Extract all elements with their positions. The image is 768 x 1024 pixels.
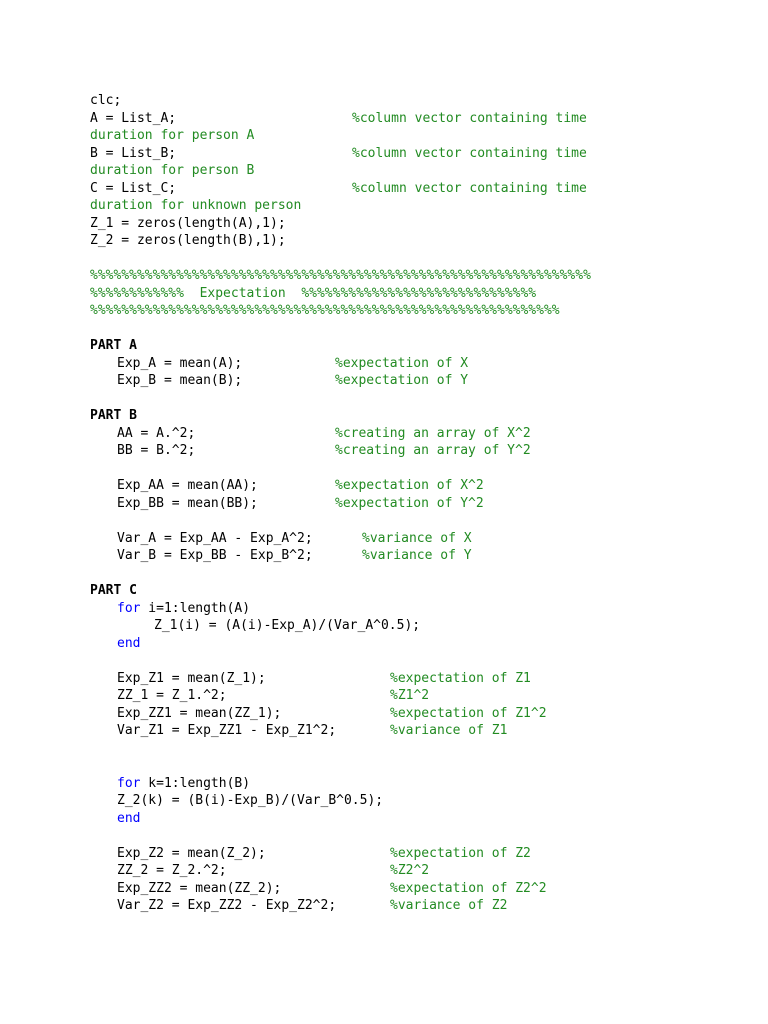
code-text: Z_1(i) = (A(i)-Exp_A)/(Var_A^0.5); bbox=[154, 618, 421, 633]
code-text: Exp_BB = mean(BB); bbox=[117, 495, 258, 511]
comment-text: %variance of X bbox=[362, 530, 472, 546]
code-line bbox=[90, 530, 591, 548]
code-text: ZZ_2 = Z_2.^2; bbox=[117, 863, 227, 878]
blank-line bbox=[90, 460, 591, 478]
code-line bbox=[90, 705, 591, 723]
comment-text: duration for unknown person bbox=[90, 198, 302, 213]
code-line bbox=[90, 145, 591, 163]
comment-text: %creating an array of Y^2 bbox=[335, 443, 531, 458]
code-line bbox=[90, 495, 591, 513]
code-line bbox=[90, 845, 591, 863]
blank-line bbox=[90, 512, 591, 530]
blank-line bbox=[90, 652, 591, 670]
section-heading-part-b bbox=[90, 407, 591, 425]
code-text: Exp_AA = mean(AA); bbox=[117, 478, 258, 493]
comment-line bbox=[90, 162, 591, 180]
keyword-end: end bbox=[117, 810, 141, 826]
section-heading-part-a bbox=[90, 337, 591, 355]
section-heading-part-c bbox=[90, 582, 591, 600]
comment-text: %variance of Y bbox=[362, 548, 472, 563]
code-text: Exp_ZZ2 = mean(ZZ_2); bbox=[117, 880, 282, 896]
code-line bbox=[90, 635, 591, 653]
code-text: A = List_A; bbox=[90, 110, 177, 126]
comment-text: %variance of Z2 bbox=[390, 898, 508, 913]
code-line bbox=[90, 180, 591, 198]
code-text: Exp_ZZ1 = mean(ZZ_1); bbox=[117, 705, 282, 721]
comment-text: %%%%%%%%%%%%%%%%%%%%%%%%%%%%%%%%%%%%%%%%%%%%%%%%%%%%%%%%%%%% bbox=[90, 303, 560, 318]
comment-text: duration for person B bbox=[90, 163, 255, 178]
code-line bbox=[90, 232, 591, 250]
code-text: C = List_C; bbox=[90, 180, 177, 196]
comment-text: %column vector containing time bbox=[352, 180, 587, 196]
comment-text: %Z2^2 bbox=[390, 863, 430, 878]
code-line bbox=[90, 897, 591, 915]
comment-text: %column vector containing time bbox=[352, 145, 587, 161]
keyword-for: for bbox=[117, 600, 141, 616]
code-text: Exp_Z1 = mean(Z_1); bbox=[117, 670, 266, 686]
blank-line bbox=[90, 757, 591, 775]
code-text: Exp_Z2 = mean(Z_2); bbox=[117, 845, 266, 861]
comment-banner-line bbox=[90, 302, 591, 320]
code-text: Var_A = Exp_AA - Exp_A^2; bbox=[117, 530, 313, 546]
code-line bbox=[90, 442, 591, 460]
code-text: k=1:length(B) bbox=[140, 775, 251, 791]
code-text: AA = A.^2; bbox=[117, 425, 196, 441]
code-text: Exp_A = mean(A); bbox=[117, 355, 243, 371]
code-line bbox=[90, 880, 591, 898]
code-line bbox=[90, 477, 591, 495]
code-line bbox=[90, 862, 591, 880]
comment-text: %%%%%%%%%%%%%%%%%%%%%%%%%%%%%%%%%%%%%%%%%%%%%%%%%%%%%%%%%%%%%%%% bbox=[90, 268, 591, 283]
comment-text: %expectation of Z1 bbox=[390, 670, 531, 686]
code-line bbox=[90, 355, 591, 373]
code-text: ZZ_1 = Z_1.^2; bbox=[117, 688, 227, 703]
section-heading-text: PART C bbox=[90, 583, 137, 598]
code-text: Z_2(k) = (B(i)-Exp_B)/(Var_B^0.5); bbox=[117, 793, 384, 808]
code-line bbox=[90, 215, 591, 233]
blank-line bbox=[90, 565, 591, 583]
code-text: B = List_B; bbox=[90, 145, 177, 161]
code-line bbox=[90, 92, 591, 110]
code-line bbox=[90, 617, 591, 635]
code-line bbox=[90, 110, 591, 128]
blank-line bbox=[90, 390, 591, 408]
code-line bbox=[90, 687, 591, 705]
comment-text: %%%%%%%%%%%% Expectation %%%%%%%%%%%%%%%%%%%%%%%%%%%%%% bbox=[90, 285, 537, 301]
code-text: Var_B = Exp_BB - Exp_B^2; bbox=[117, 548, 313, 563]
blank-line bbox=[90, 320, 591, 338]
comment-text: %expectation of Z2^2 bbox=[390, 880, 547, 896]
comment-text: %expectation of Y bbox=[335, 373, 469, 388]
code-line bbox=[90, 775, 591, 793]
code-line bbox=[90, 722, 591, 740]
comment-text: duration for person A bbox=[90, 128, 255, 143]
comment-text: %expectation of Z2 bbox=[390, 845, 531, 861]
code-text: Z_1 = zeros(length(A),1); bbox=[90, 215, 286, 231]
code-line bbox=[90, 600, 591, 618]
blank-line bbox=[90, 250, 591, 268]
code-line bbox=[90, 810, 591, 828]
comment-text: %creating an array of X^2 bbox=[335, 425, 531, 441]
code-text: Z_2 = zeros(length(B),1); bbox=[90, 233, 286, 248]
code-line bbox=[90, 670, 591, 688]
code-line bbox=[90, 372, 591, 390]
keyword-for: for bbox=[117, 775, 141, 791]
comment-text: %variance of Z1 bbox=[390, 723, 508, 738]
comment-text: %column vector containing time bbox=[352, 110, 587, 126]
code-line bbox=[90, 425, 591, 443]
code-text: BB = B.^2; bbox=[117, 443, 196, 458]
code-text: Var_Z1 = Exp_ZZ1 - Exp_Z1^2; bbox=[117, 723, 337, 738]
blank-line bbox=[90, 740, 591, 758]
code-text: i=1:length(A) bbox=[140, 600, 251, 616]
section-heading-text: PART A bbox=[90, 338, 137, 353]
code-text: Var_Z2 = Exp_ZZ2 - Exp_Z2^2; bbox=[117, 898, 337, 913]
comment-banner-line bbox=[90, 285, 591, 303]
comment-text: %expectation of Y^2 bbox=[335, 495, 484, 511]
comment-text: %expectation of Z1^2 bbox=[390, 705, 547, 721]
comment-banner-line bbox=[90, 267, 591, 285]
comment-line bbox=[90, 197, 591, 215]
comment-text: %expectation of X bbox=[335, 355, 469, 371]
code-listing bbox=[90, 92, 591, 915]
code-text: clc; bbox=[90, 93, 122, 108]
blank-line bbox=[90, 827, 591, 845]
comment-text: %Z1^2 bbox=[390, 688, 430, 703]
code-line bbox=[90, 792, 591, 810]
keyword-end: end bbox=[117, 635, 141, 651]
comment-line bbox=[90, 127, 591, 145]
code-text: Exp_B = mean(B); bbox=[117, 373, 243, 388]
section-heading-text: PART B bbox=[90, 408, 137, 423]
code-line bbox=[90, 547, 591, 565]
comment-text: %expectation of X^2 bbox=[335, 478, 484, 493]
